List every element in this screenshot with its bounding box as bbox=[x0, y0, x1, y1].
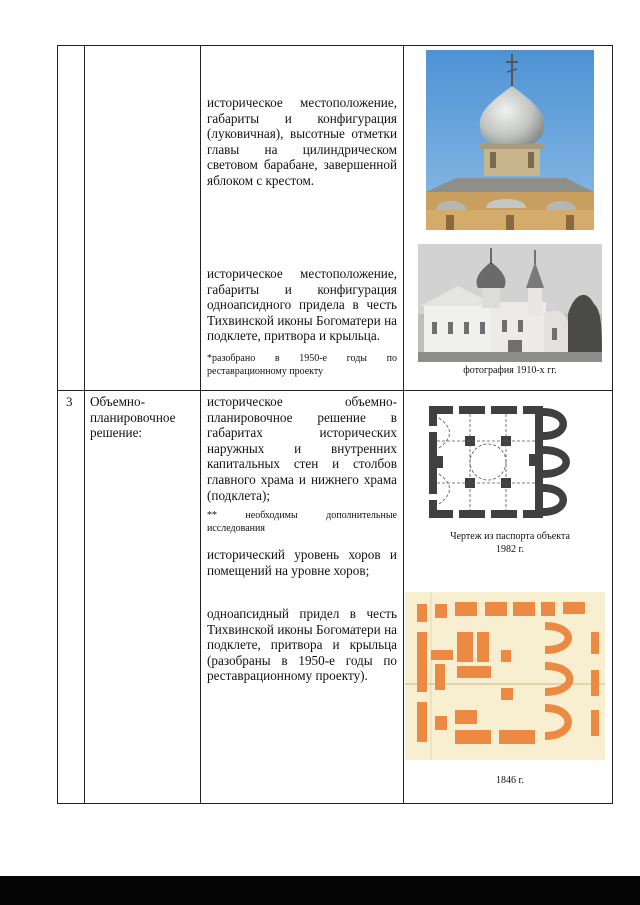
dome-description: историческое местоположение, габариты и конфигурация (луковичная), высотные отметки главы на цилиндрическом световом барабане, завершенной яблоком с крестом. bbox=[207, 95, 397, 188]
plan-1846-caption: 1846 г. bbox=[496, 775, 524, 786]
row-number: 3 bbox=[66, 394, 73, 409]
table-line-col3 bbox=[403, 45, 404, 804]
dome-photo bbox=[426, 50, 594, 230]
table-line-bottom bbox=[57, 803, 613, 804]
chapel-plan-description: одноапсидный придел в честь Тихвинской иконы Богоматери на подклете, притвора и крыльца (разобраны в 1950-е годы по реставрационному проекту). bbox=[207, 606, 397, 684]
table-line-col1 bbox=[84, 45, 85, 804]
row-title: Объемно-планировочное решение: bbox=[90, 394, 176, 441]
table-line-row-divider bbox=[57, 390, 613, 391]
chapel-description: историческое местоположение, габариты и конфигурация одноапсидного придела в честь Тихвинской иконы Богоматери на подклете, притвора и крыльца. bbox=[207, 266, 397, 344]
table-line-col0 bbox=[57, 45, 58, 804]
table-line-col2 bbox=[200, 45, 201, 804]
plan-1982-caption: Чертеж из паспорта объекта 1982 г. bbox=[450, 531, 570, 555]
historical-photo-1910s bbox=[418, 244, 602, 362]
research-note: ** необходимы дополнительные исследования bbox=[207, 510, 397, 534]
floor-plan-1846 bbox=[405, 592, 605, 760]
floor-plan-1982 bbox=[425, 398, 593, 528]
volume-planning-description: историческое объемно-планировочное решение в габаритах исторических наружных и внутренних капитальных стен и столбов главного храма и нижнего храма (подклета); bbox=[207, 394, 397, 503]
table-line-col4 bbox=[612, 45, 613, 804]
table-line-top bbox=[57, 45, 613, 46]
choir-level-description: исторический уровень хоров и помещений на уровне хоров; bbox=[207, 547, 397, 578]
scan-border bbox=[0, 876, 640, 905]
photo-caption-1910s: фотография 1910-х гг. bbox=[463, 365, 557, 376]
chapel-note: *разобрано в 1950-е годы по реставрационному проекту bbox=[207, 353, 397, 377]
